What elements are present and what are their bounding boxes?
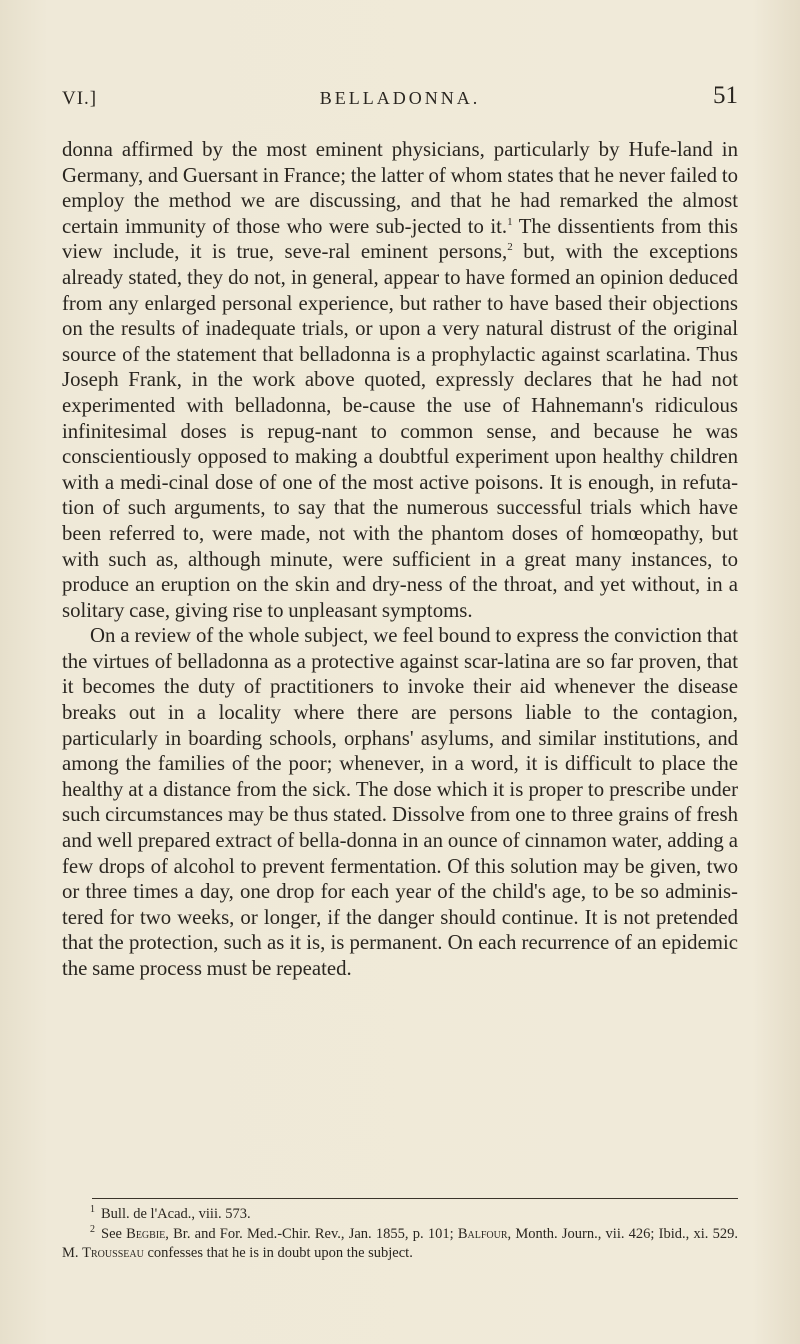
footnote-2-mid2: , Month. Journ., vii. 426; Ibid., xi. 529. M.: [62, 1225, 738, 1261]
footnote-1: [62, 1205, 738, 1225]
footnote-2-author-balfour: Balfour: [457, 1225, 508, 1242]
footnote-2-post: confesses that he is in doubt upon the subject.: [143, 1245, 413, 1261]
footnote-2-pre: See: [101, 1225, 127, 1242]
footnote-2-author-begbie: Begbie: [126, 1225, 166, 1242]
footnotes: [62, 1205, 738, 1264]
paragraph-1-part-1: donna affirmed by the most eminent physicians, particularly by Hufe-land in Germany, and Guersant in France; the latter of whom states that he never failed to employ the method we are discussing, and that he had remarked the almost certain immunity of those who were sub-jected to it.: [62, 138, 738, 238]
footnote-divider: [92, 1198, 738, 1199]
running-head: [62, 82, 738, 112]
chapter-number: VI.]: [62, 88, 98, 109]
paragraph-1: [62, 137, 738, 623]
footnote-2-author-trousseau: Trousseau: [82, 1245, 144, 1261]
footnote-2-number: 2: [90, 1223, 95, 1235]
footnote-2-mid: , Br. and For. Med.-Chir. Rev., Jan. 1855, p. 101;: [165, 1225, 458, 1242]
footnote-ref-2: 2: [507, 241, 513, 254]
footnote-2: [62, 1225, 738, 1264]
paragraph-1-part-2: The dissentients from this view include, it is true, seve-ral eminent persons,: [62, 214, 738, 264]
footnote-1-number: 1: [90, 1204, 95, 1216]
paragraph-2: On a review of the whole subject, we feel bound to express the conviction that the virtues of belladonna as a protective against scar-latina are so far proven, that it becomes the duty of practitioners to invoke their aid whenever the disease breaks out in a locality where there are persons liable to the contagion, particularly in boarding schools, orphans' asylums, and similar institutions, and among the families of the poor; whenever, in a word, it is difficult to place the healthy at a distance from the sick. The dose which it is proper to prescribe under such circumstances may be thus stated. Dissolve from one to three grains of fresh and well prepared extract of bella-donna in an ounce of cinnamon water, adding a few drops of alcohol to prevent fermentation. Of this solution may be given, two or three times a day, one drop for each year of the child's age, to be so adminis-tered for two weeks, or longer, if the danger should continue. It is not pretended that the protection, such as it is, is permanent. On each recurrence of an epidemic the same process must be repeated.: [62, 624, 738, 980]
paragraph-1-part-3: but, with the exceptions already stated, they do not, in general, appear to have formed an opinion deduced from any enlarged personal experience, but rather to have based their objections on the results of inadequate trials, or upon a very natural distrust of the original source of the statement that belladonna is a prophylactic against scarlatina. Thus Joseph Frank, in the work above quoted, expressly declares that he had not experimented with belladonna, be-cause the use of Hahnemann's ridiculous infinitesimal doses is repug-nant to common sense, and because he was conscientiously opposed to making a doubtful experiment upon healthy children with a medi-cinal dose of one of the most active poisons. It is enough, in refuta-tion of such arguments, to say that the numerous successful trials which have been referred to, were made, not with the phantom doses of homœopathy, but with such as, although minute, were sufficient in a great many instances, to produce an eruption on the skin and dry-ness of the throat, and yet without, in a solitary case, giving rise to unpleasant symptoms.: [62, 240, 738, 622]
body-text: [62, 137, 738, 982]
page-number: 51: [713, 82, 738, 109]
footnote-ref-1: 1: [507, 215, 513, 228]
footnote-1-text: Bull. de l'Acad., viii. 573.: [101, 1206, 251, 1222]
running-title: BELLADONNA.: [319, 88, 481, 108]
